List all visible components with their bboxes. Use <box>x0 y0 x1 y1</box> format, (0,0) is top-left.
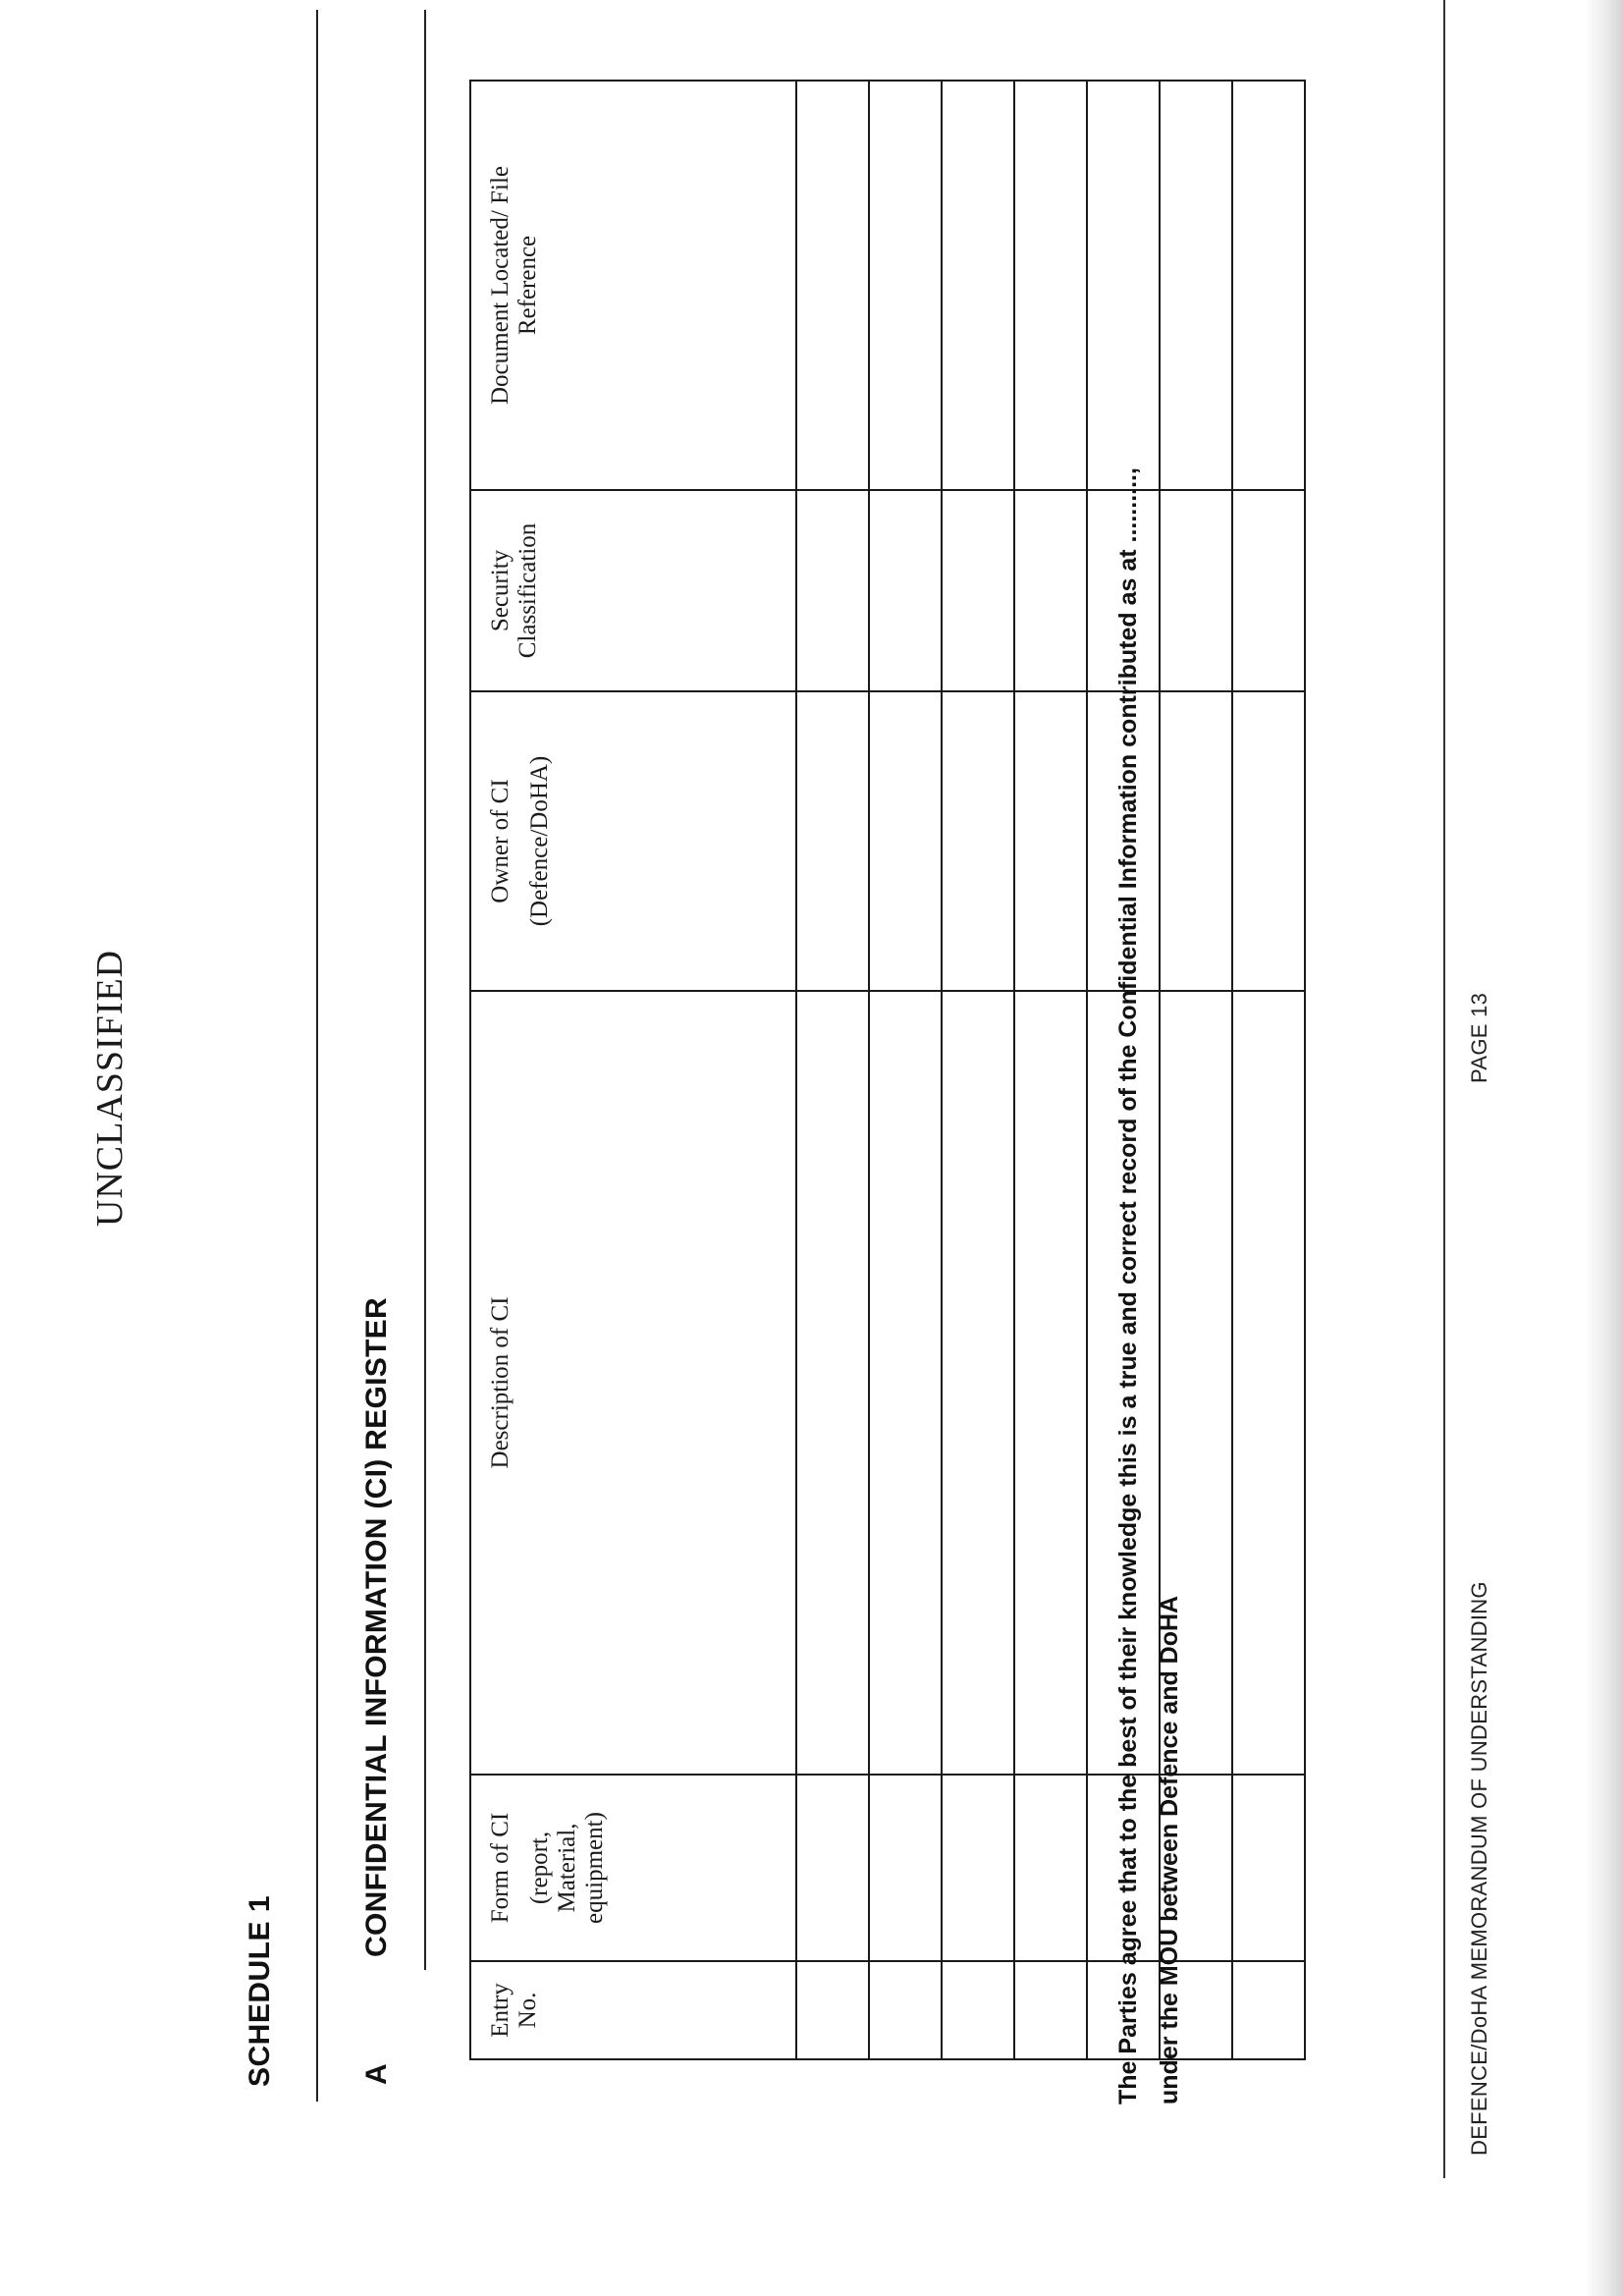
agreement-statement <box>1108 42 1190 2105</box>
table-cell[interactable] <box>796 81 869 490</box>
column-header-form-of-ci <box>470 1775 796 1961</box>
table-cell[interactable] <box>942 490 1014 691</box>
table-cell[interactable] <box>796 1961 869 2059</box>
header-line: Document Located/ File <box>487 166 514 405</box>
table-cell[interactable] <box>869 991 942 1775</box>
schedule-title: SCHEDULE 1 <box>243 1894 276 2087</box>
section-title: CONFIDENTIAL INFORMATION (CI) REGISTER <box>360 1297 393 1957</box>
section-letter: A <box>360 2063 393 2085</box>
column-header-document-location <box>470 81 796 490</box>
table-cell[interactable] <box>869 691 942 991</box>
table-row <box>869 81 942 2059</box>
statement-line: The Parties agree that to the best of their knowledge this is a true and correct record of the Confidential Information contributed as at .........., <box>1114 467 1142 2105</box>
table-cell[interactable] <box>1014 691 1087 991</box>
table-cell[interactable] <box>1232 81 1305 490</box>
classification-marking: UNCLASSIFIED <box>89 949 131 1228</box>
table-cell[interactable] <box>1014 1961 1087 2059</box>
table-cell[interactable] <box>1014 490 1087 691</box>
column-header-security-classification <box>470 490 796 691</box>
column-header-description <box>470 991 796 1775</box>
table-cell[interactable] <box>1232 490 1305 691</box>
table-row <box>1014 81 1087 2059</box>
table-row <box>1232 81 1305 2059</box>
footer-document-title: DEFENCE/DoHA MEMORANDUM OF UNDERSTANDING <box>1467 1581 1491 2156</box>
table-cell[interactable] <box>796 1775 869 1961</box>
column-header-owner <box>470 691 796 991</box>
header-line: Owner of CI <box>487 779 514 903</box>
table-cell[interactable] <box>1232 991 1305 1775</box>
header-line: Classification <box>514 522 541 659</box>
header-line: Material, <box>554 1823 580 1913</box>
table-cell[interactable] <box>869 1961 942 2059</box>
header-line: (Defence/DoHA) <box>526 755 553 927</box>
section-divider <box>424 10 426 1970</box>
table-cell[interactable] <box>942 1961 1014 2059</box>
header-line: equipment) <box>581 1812 608 1924</box>
header-line: Security <box>487 549 514 632</box>
table-cell[interactable] <box>796 691 869 991</box>
table-cell[interactable] <box>1014 1775 1087 1961</box>
table-row <box>796 81 869 2059</box>
table-cell[interactable] <box>869 1775 942 1961</box>
column-header-entry-no <box>470 1961 796 2059</box>
table-body <box>796 81 1305 2059</box>
header-line: Form of CI <box>487 1812 514 1924</box>
table-cell[interactable] <box>869 490 942 691</box>
header-line: Reference <box>514 235 541 336</box>
table-cell[interactable] <box>942 991 1014 1775</box>
table-cell[interactable] <box>1014 991 1087 1775</box>
footer-page-number: PAGE 13 <box>1467 992 1491 1083</box>
header-line: Entry <box>487 1983 514 2038</box>
table-cell[interactable] <box>1014 81 1087 490</box>
table-header-row <box>470 81 796 2059</box>
schedule-divider <box>316 10 318 2102</box>
table-row <box>942 81 1014 2059</box>
table-cell[interactable] <box>942 81 1014 490</box>
header-line: (report, <box>526 1831 553 1905</box>
table-cell[interactable] <box>1232 1961 1305 2059</box>
footer-divider <box>1443 0 1445 2178</box>
header-line: Description of CI <box>487 1296 514 1469</box>
table-cell[interactable] <box>942 691 1014 991</box>
table-cell[interactable] <box>796 991 869 1775</box>
statement-line: under the MOU between Defence and DoHA <box>1156 1595 1183 2105</box>
table-cell[interactable] <box>1232 691 1305 991</box>
header-line: No. <box>514 1992 541 2029</box>
table-cell[interactable] <box>796 490 869 691</box>
table-cell[interactable] <box>942 1775 1014 1961</box>
table-cell[interactable] <box>1232 1775 1305 1961</box>
table-cell[interactable] <box>869 81 942 490</box>
